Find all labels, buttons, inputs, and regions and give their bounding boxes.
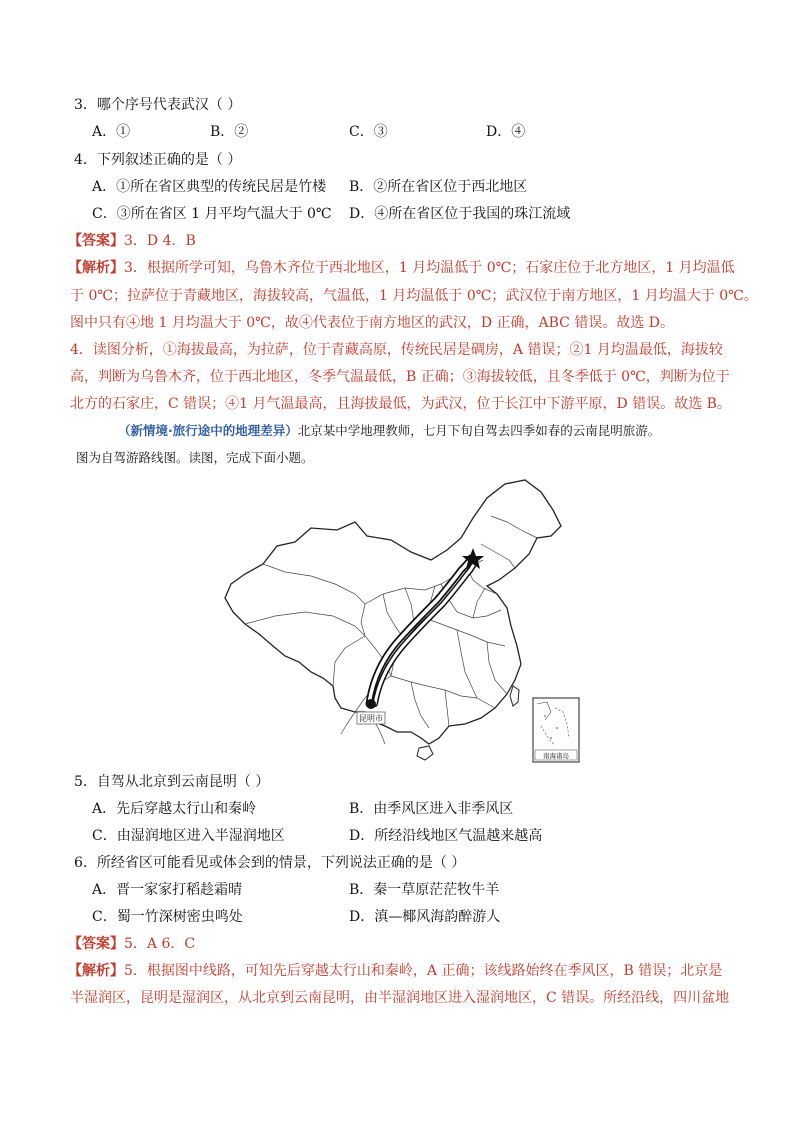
scenario-tag: （新情境·旅行途中的地理差异） bbox=[118, 423, 298, 438]
china-outline bbox=[225, 480, 561, 744]
q3-option-a: A．① bbox=[92, 124, 131, 140]
q5-stem: 5．自驾从北京到云南昆明（ ） bbox=[74, 774, 270, 790]
q4-option-b: B．②所在省区位于西北地区 bbox=[349, 179, 528, 195]
q4-option-d: D．④所在省区位于我国的珠江流域 bbox=[349, 206, 571, 222]
analysis-text: 5．根据图中线路，可知先后穿越太行山和秦岭，A 正确；该线路始终在季风区，B 错误；北京是 bbox=[124, 963, 723, 979]
analysis-line bbox=[68, 962, 722, 980]
q4-option-c: C．③所在省区 1 月平均气温大于 0℃ bbox=[92, 206, 332, 222]
q6-option-a: A．晋一家家打稻趁霜晴 bbox=[92, 882, 243, 898]
analysis-tag: 【解析】 bbox=[68, 260, 124, 276]
q6-option-b: B．秦一草原茫茫牧牛羊 bbox=[349, 882, 500, 898]
answer-tag: 【答案】 bbox=[68, 936, 124, 952]
analysis-line: 高，判断为乌鲁木齐，位于西北地区，冬季气温最低，B 正确；③海拔较低，且冬季低于 0℃，判断为位于 bbox=[70, 369, 730, 385]
analysis-tag: 【解析】 bbox=[68, 963, 124, 979]
analysis-line: 4．读图分析，①海拔最高，为拉萨，位于青藏高原，传统民居是碉房，A 错误；②1 月均温最低，海拔较 bbox=[70, 342, 723, 358]
scenario-text: 北京某中学地理教师，七月下旬自驾去四季如春的云南昆明旅游。 bbox=[297, 423, 661, 438]
china-map-svg bbox=[215, 476, 580, 764]
analysis-line bbox=[68, 259, 735, 277]
answer-block-2 bbox=[68, 935, 195, 953]
analysis-text: 3．根据所学可知，乌鲁木齐位于西北地区，1 月均温低于 0℃；石家庄位于北方地区，1 月均温低 bbox=[124, 260, 735, 276]
taiwan-island bbox=[510, 686, 519, 706]
answer-block-1 bbox=[68, 232, 196, 250]
kunming-label: 昆明市 bbox=[359, 714, 383, 723]
q4-stem: 4．下列叙述正确的是（ ） bbox=[74, 152, 242, 168]
analysis-line: 图中只有④地 1 月均温大于 0℃，故④代表位于南方地区的武汉，D 正确，ABC 错误。故选 D。 bbox=[70, 315, 674, 331]
q6-stem: 6．所经省区可能看见或体会到的情景，下列说法正确的是（ ） bbox=[74, 855, 466, 871]
q5-option-c: C．由湿润地区进入半湿润地区 bbox=[92, 828, 285, 844]
q5-option-d: D．所经沿线地区气温越来越高 bbox=[349, 828, 543, 844]
answer-text: 5．A 6．C bbox=[124, 936, 196, 952]
q3-stem: 3．哪个序号代表武汉（ ） bbox=[74, 97, 242, 113]
q3-option-c: C．③ bbox=[349, 124, 388, 140]
scenario-instruction: 图为自驾游路线图。读图，完成下面小题。 bbox=[76, 450, 314, 465]
analysis-line: 半湿润区，昆明是湿润区，从北京到云南昆明，由半湿润地区进入湿润地区，C 错误。所经沿线，四川盆地 bbox=[70, 990, 730, 1006]
q6-option-d: D．滇—椰风海韵醉游人 bbox=[349, 909, 501, 925]
inset-label: 南海诸岛 bbox=[543, 752, 569, 760]
hainan-island bbox=[417, 746, 433, 760]
analysis-line: 北方的石家庄，C 错误；④1 月气温最高，且海拔最低，为武汉，位于长江中下游平原，D 错误。故选 B。 bbox=[70, 396, 731, 412]
answer-text: 3．D 4．B bbox=[124, 233, 196, 249]
scenario-intro bbox=[118, 422, 660, 440]
q5-option-a: A．先后穿越太行山和秦岭 bbox=[92, 801, 257, 817]
route-map bbox=[215, 476, 580, 764]
q3-option-d: D．④ bbox=[486, 124, 526, 140]
answer-tag: 【答案】 bbox=[68, 233, 124, 249]
analysis-line: 于 0℃；拉萨位于青藏地区，海拔较高，气温低，1 月均温低于 0℃；武汉位于南方地区，1 月均温大于 0℃。 bbox=[70, 288, 758, 304]
kunming-dot-icon bbox=[366, 699, 376, 709]
q6-option-c: C．蜀一竹深树密虫鸣处 bbox=[92, 909, 243, 925]
q4-option-a: A．①所在省区典型的传统民居是竹楼 bbox=[92, 179, 327, 195]
q5-option-b: B．由季风区进入非季风区 bbox=[349, 801, 514, 817]
route-line-inner-2 bbox=[375, 562, 475, 704]
q3-option-b: B．② bbox=[210, 124, 249, 140]
